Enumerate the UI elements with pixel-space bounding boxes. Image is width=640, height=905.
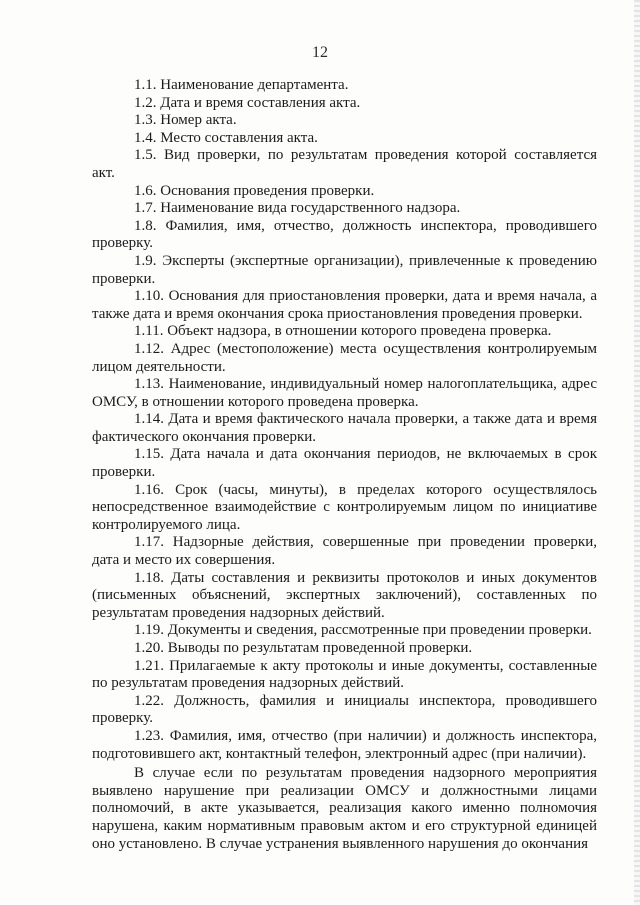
paragraph-1-14: 1.14. Дата и время фактического начала проверки, а также дата и время фактического окончания проверки. [92,411,597,445]
paragraph-1-21: 1.21. Прилагаемые к акту протоколы и иные документы, составленные по результатам проведения надзорных действий. [92,657,597,692]
paragraph-1-3: 1.3. Номер акта. [134,112,237,129]
paragraph-1-10: 1.10. Основания для приостановления проверки, дата и время начала, а также дата и время окончания срока приостановления проведения проверки. [92,288,597,322]
paragraph-1-12: 1.12. Адрес (местоположение) места осуществления контролируемым лицом деятельности. [92,340,597,375]
paragraph-1-13: 1.13. Наименование, индивидуальный номер налогоплательщика, адрес ОМСУ, в отношении которого проведена проверка. [92,376,597,410]
paragraph-1-8: 1.8. Фамилия, имя, отчество, должность инспектора, проводившего проверку. [92,217,597,252]
paragraph-1-4: 1.4. Место составления акта. [134,129,318,146]
paragraph-1-7: 1.7. Наименование вида государственного надзора. [134,200,461,217]
paragraph-1-19: 1.19. Документы и сведения, рассмотренные при проведении проверки. [134,622,592,639]
scan-edge-artifact [634,0,640,905]
paragraph-1-18: 1.18. Даты составления и реквизиты протоколов и иных документов (письменных объяснений, экспертных заключений), составленных по результатам проведения надзорных действий. [92,569,597,621]
paragraph-1-1: 1.1. Наименование департамента. [134,77,349,93]
paragraph-1-16: 1.16. Срок (часы, минуты), в пределах которого осуществлялось непосредственное взаимодействие с контролируемым лицом по инициативе контролируемого лица. [92,481,597,533]
paragraph-1-15: 1.15. Дата начала и дата окончания периодов, не включаемых в срок проверки. [92,446,597,481]
page-number: 12 [312,44,328,61]
paragraph-1-2: 1.2. Дата и время составления акта. [134,94,361,111]
paragraph-1-17: 1.17. Надзорные действия, совершенные при проведении проверки, дата и место их совершения. [92,534,597,569]
paragraph-violation-note: В случае если по результатам проведения надзорного мероприятия выявлено нарушение при реализации ОМСУ и должностными лицами полномочий, в акте указывается, реализация какого именно полномочия нарушена, каким нормативным правовым актом и его структурной единицей оно установлено. В случае устранения выявленного нарушения до окончания [92,765,597,852]
paragraph-1-6: 1.6. Основания проведения проверки. [134,182,375,199]
paragraph-1-20: 1.20. Выводы по результатам проведенной проверки. [134,640,473,656]
paragraph-1-11: 1.11. Объект надзора, в отношении которого проведена проверка. [134,323,552,340]
paragraph-1-5: 1.5. Вид проверки, по результатам проведения которой составляется акт. [92,147,597,181]
paragraph-1-22: 1.22. Должность, фамилия и инициалы инспектора, проводившего проверку. [92,692,597,727]
paragraph-1-23: 1.23. Фамилия, имя, отчество (при наличии) и должность инспектора, подготовившего акт, контактный телефон, электронный адрес (при наличии). [92,727,597,762]
document-body [92,77,597,853]
paragraph-1-9: 1.9. Эксперты (экспертные организации), привлеченные к проведению проверки. [92,252,597,287]
